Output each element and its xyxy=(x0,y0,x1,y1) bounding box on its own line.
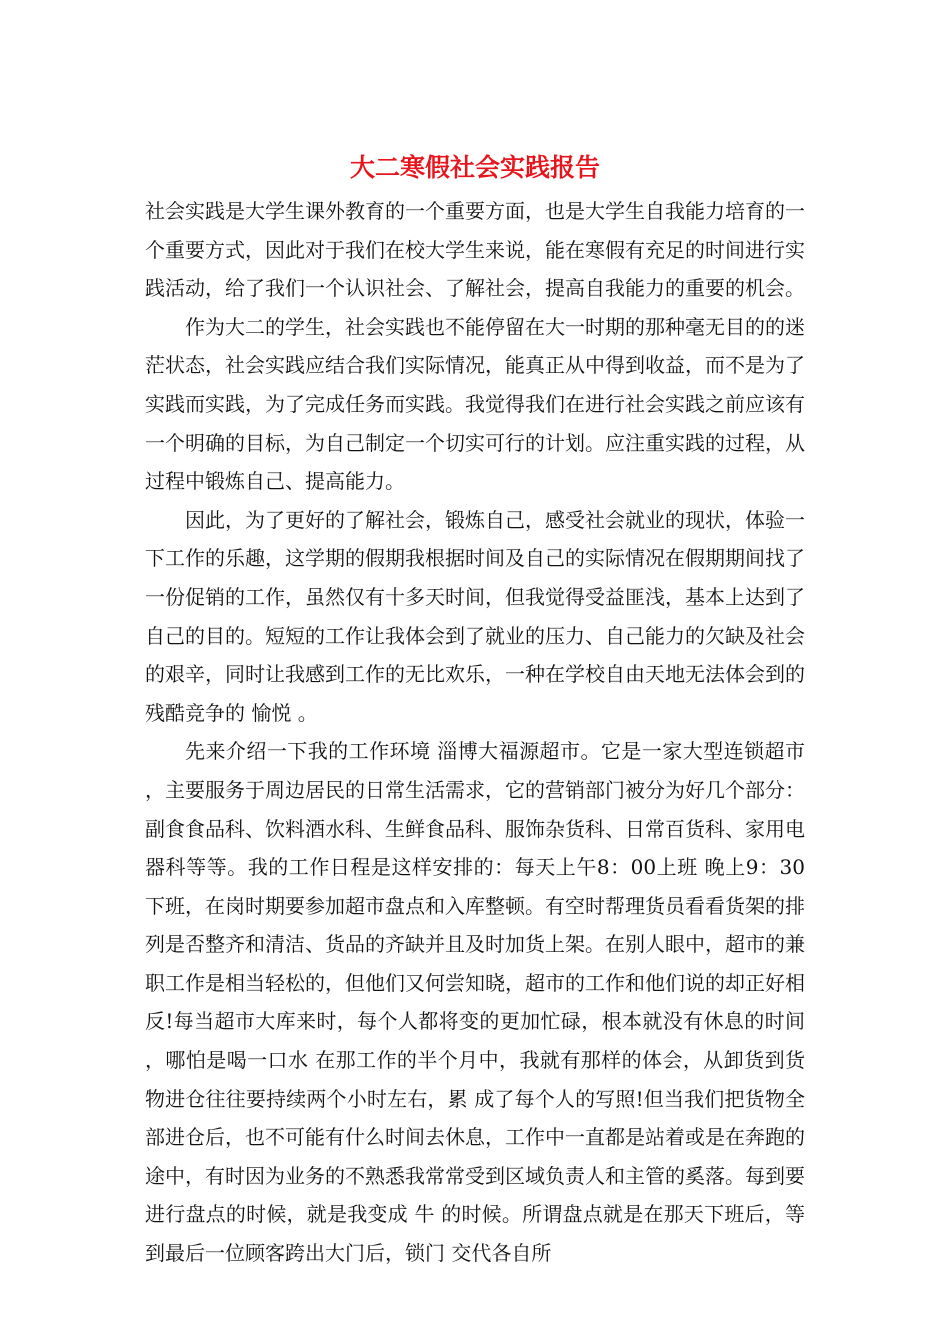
paragraph-goals: 作为大二的学生，社会实践也不能停留在大一时期的那种毫无目的的迷茫状态，社会实践应结合我们实际情况，能真正从中得到收益，而不是为了实践而实践，为了完成任务而实践。我觉得我们在进行社会实践之前应该有一个明确的目标，为自己制定一个切实可行的计划。应注重实践的过程，从过程中锻炼自己、提高能力。 xyxy=(145,314,805,494)
document-body xyxy=(145,192,805,1273)
paragraph-environment: 先来介绍一下我的工作环境 淄博大福源超市。它是一家大型连锁超市，主要服务于周边居民的日常生活需求，它的营销部门被分为好几个部分：副食食品科、饮料酒水科、生鲜食品科、服饰杂货科、日常百货科、家用电器科等等。我的工作日程是这样安排的：每天上午8：00上班 晚上9：30下班，在岗时期要参加超市盘点和入库整顿。有空时帮理货员看看货架的排列是否整齐和清洁、货品的齐缺并且及时加货上架。在别人眼中，超市的兼职工作是相当轻松的，但他们又何尝知晓，超市的工作和他们说的却正好相反!每当超市大库来时，每个人都将变的更加忙碌，根本就没有休息的时间，哪怕是喝一口水 在那工作的半个月中，我就有那样的体会，从卸货到货物进仓往往要持续两个小时左右，累 成了每个人的写照!但当我们把货物全部进仓后，也不可能有什么时间去休息，工作中一直都是站着或是在奔跑的途中，有时因为业务的不熟悉我常常受到区域负责人和主管的奚落。每到要进行盘点的时候，就是我变成 牛 的时候。所谓盘点就是在那天下班后，等到最后一位顾客跨出大门后，锁门 交代各自所 xyxy=(145,739,805,1266)
paragraph-intro: 社会实践是大学生课外教育的一个重要方面，也是大学生自我能力培育的一个重要方式，因此对于我们在校大学生来说，能在寒假有充足的时间进行实践活动，给了我们一个认识社会、了解社会，提高自我能力的重要的机会。 xyxy=(145,199,805,301)
paragraph-job: 因此，为了更好的了解社会，锻炼自己，感受社会就业的现状，体验一下工作的乐趣，这学期的假期我根据时间及自己的实际情况在假期期间找了一份促销的工作，虽然仅有十多天时间，但我觉得受益匪浅，基本上达到了自己的目的。短短的工作让我体会到了就业的压力、自己能力的欠缺及社会的艰辛，同时让我感到工作的无比欢乐，一种在学校自由天地无法体会到的残酷竞争的 愉悦 。 xyxy=(145,507,805,725)
document-title: 大二寒假社会实践报告 xyxy=(349,153,600,182)
